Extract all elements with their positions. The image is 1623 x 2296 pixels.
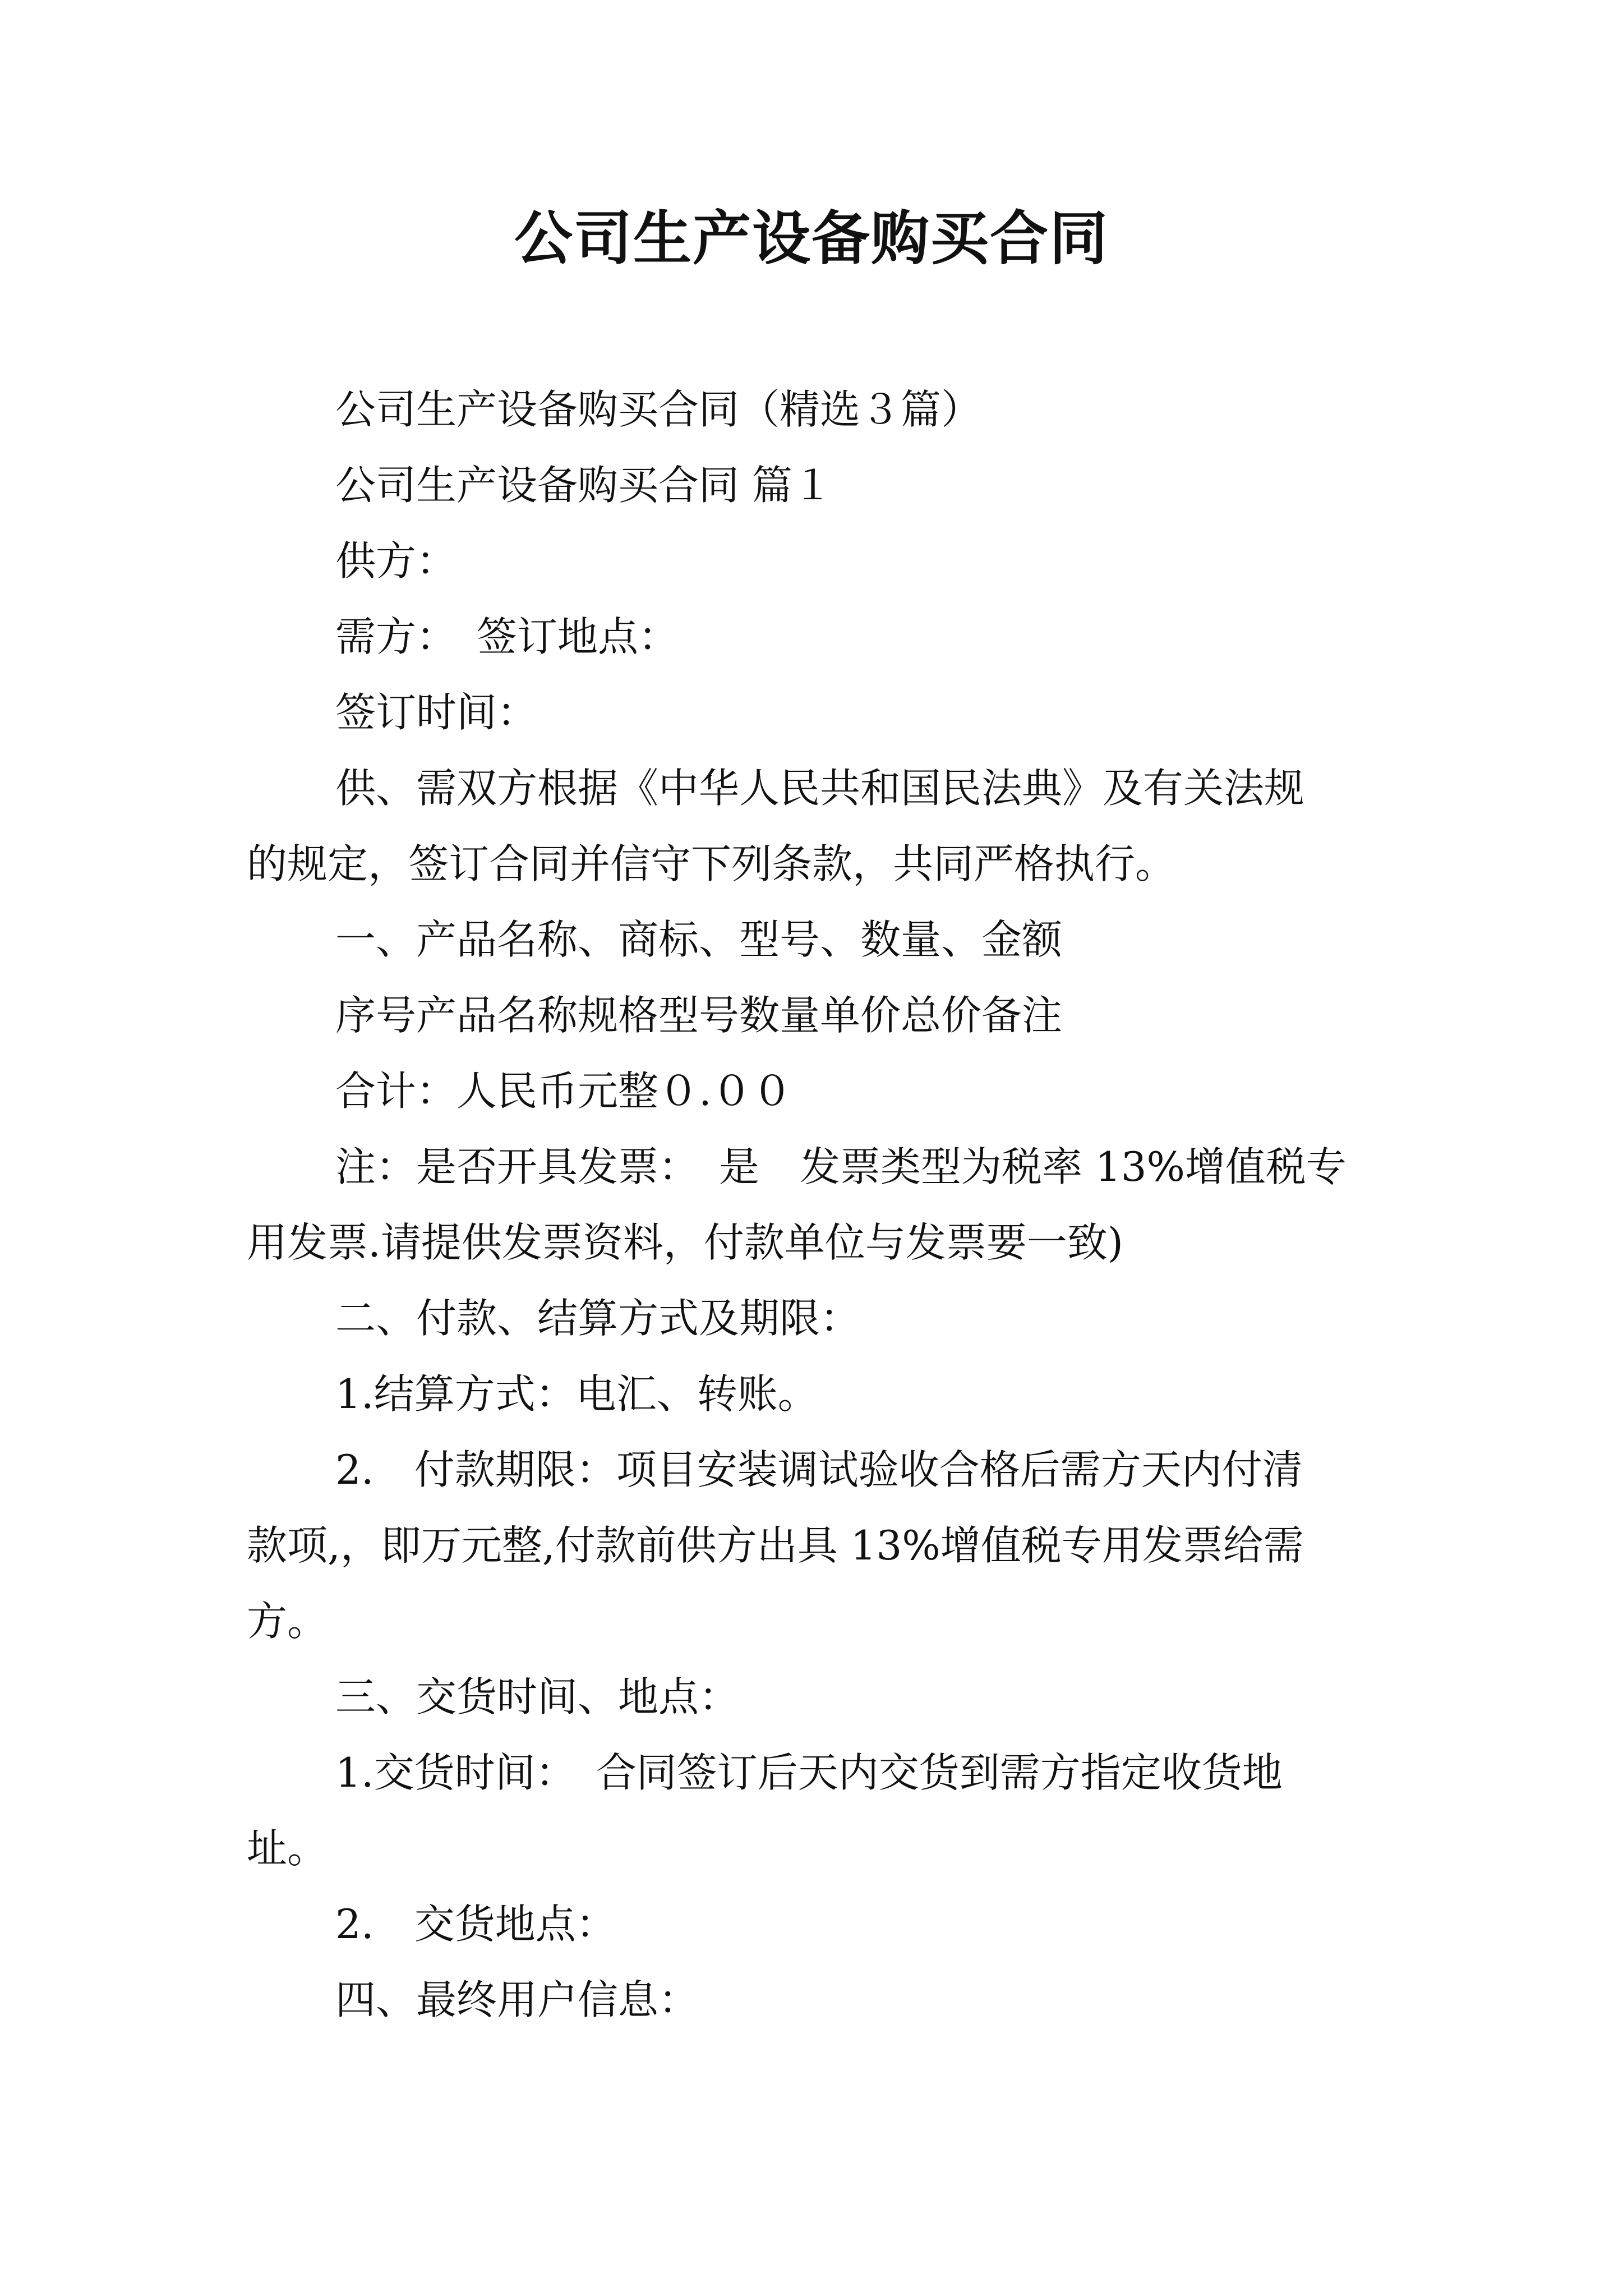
document-title: 公司生产设备购买合同 — [514, 204, 1109, 273]
clause-heading-line: 三、交货时间、地点： — [335, 1673, 740, 1720]
paragraph-line: 的规定，签订合同并信守下列条款，共同严格执行。 — [247, 840, 1176, 887]
clause-heading-line: 二、付款、结算方式及期限： — [335, 1295, 861, 1342]
clause-item-line: 1.结算方式：电汇、转账。 — [335, 1370, 818, 1418]
clause-item-line: 址。 — [247, 1825, 328, 1872]
buyer-line: 需方： 签订地点： — [335, 613, 679, 660]
clause-item-line: 款项,，即万元整,付款前供方出具 13%增值税专用发票给需 — [247, 1522, 1304, 1569]
clause-item-line: 1.交货时间： 合同签订后天内交货到需方指定收货地 — [335, 1749, 1283, 1796]
clause-item-line: 2. 交货地点： — [335, 1901, 616, 1948]
paragraph-line: 供、需双方根据《中华人民共和国民法典》及有关法规 — [335, 765, 1305, 812]
note-line: 用发票.请提供发票资料，付款单位与发票要一致) — [247, 1219, 1123, 1266]
clause-item-line: 2. 付款期限：项目安装调试验收合格后需方天内付清 — [335, 1446, 1303, 1493]
section-heading-line: 公司生产设备购买合同 篇１ — [335, 462, 833, 509]
subtitle-line: 公司生产设备购买合同（精选３篇） — [335, 386, 982, 433]
total-line: 合计：人民币元整０.００ — [335, 1068, 792, 1115]
signing-time-line: 签订时间： — [335, 689, 538, 736]
table-header-line: 序号产品名称规格型号数量单价总价备注 — [335, 992, 1063, 1039]
note-line: 注：是否开具发票： 是 发票类型为税率 13%增值税专 — [335, 1143, 1347, 1190]
clause-heading-line: 四、最终用户信息： — [335, 1976, 699, 2023]
clause-heading-line: 一、产品名称、商标、型号、数量、金额 — [335, 916, 1063, 963]
clause-item-line: 方。 — [247, 1598, 328, 1645]
supplier-line: 供方： — [335, 537, 457, 585]
